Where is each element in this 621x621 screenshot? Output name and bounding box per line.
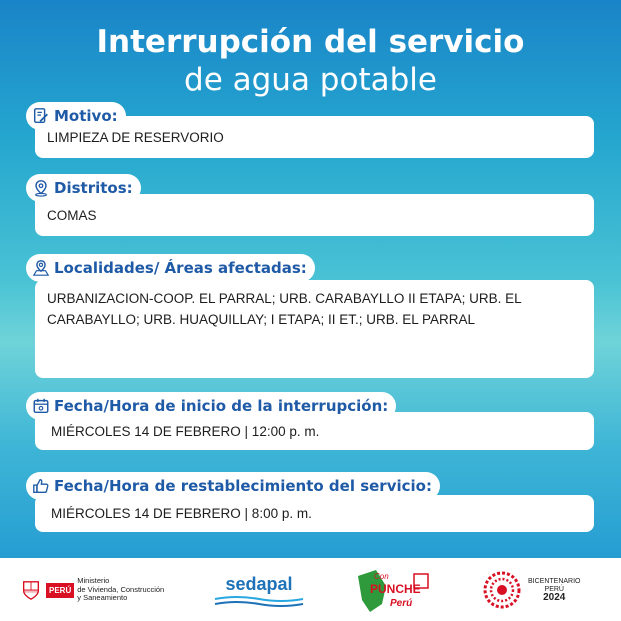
inicio-label-text: Fecha/Hora de inicio de la interrupción: bbox=[54, 397, 389, 415]
con-punche-peru-logo bbox=[352, 564, 434, 616]
bicentenario-emblem-icon bbox=[482, 570, 522, 610]
punche-text: PUNCHE bbox=[370, 582, 421, 596]
localidades-label bbox=[26, 254, 315, 282]
distritos-label bbox=[26, 174, 141, 202]
bicentenario-line-2: PERÚ bbox=[544, 586, 564, 593]
ministry-text bbox=[77, 577, 164, 603]
localidades-value-line1: URBANIZACION-COOP. EL PARRAL; URB. CARABAYLLO II ETAPA; URB. EL bbox=[47, 291, 522, 306]
restablecimiento-label bbox=[26, 472, 440, 500]
bicentenario-text bbox=[528, 578, 581, 602]
motivo-label bbox=[26, 102, 126, 130]
footer-logos bbox=[0, 558, 621, 621]
sedapal-logo bbox=[214, 570, 304, 610]
location-pin-icon bbox=[32, 179, 50, 197]
sedapal-name: sedapal bbox=[225, 573, 293, 594]
calendar-icon bbox=[32, 397, 50, 415]
distritos-label-text: Distritos: bbox=[54, 179, 133, 197]
bicentenario-logo bbox=[482, 570, 581, 610]
thumbs-up-icon bbox=[32, 477, 50, 495]
restablecimiento-box bbox=[35, 495, 594, 532]
distritos-value: COMAS bbox=[47, 207, 97, 223]
peru-coat-of-arms-icon bbox=[20, 579, 42, 601]
area-location-icon bbox=[32, 259, 50, 277]
title-line-2: de agua potable bbox=[184, 62, 437, 98]
sedapal-waves-icon bbox=[214, 595, 304, 607]
restablecimiento-value: MIÉRCOLES 14 DE FEBRERO | 8:00 p. m. bbox=[51, 506, 312, 521]
con-punche-peru-emblem bbox=[352, 564, 434, 616]
motivo-label-text: Motivo: bbox=[54, 107, 118, 125]
motivo-value: LIMPIEZA DE RESERVORIO bbox=[47, 129, 224, 145]
con-text: Con bbox=[374, 572, 389, 581]
inicio-value: MIÉRCOLES 14 DE FEBRERO | 12:00 p. m. bbox=[51, 423, 320, 439]
title-line-1: Interrupción del servicio bbox=[96, 24, 525, 60]
ministry-line-3: y Saneamiento bbox=[77, 593, 128, 603]
ministry-line-1: Ministerio bbox=[77, 576, 110, 586]
ministry-logo bbox=[20, 570, 164, 610]
localidades-value-line2: CARABAYLLO; URB. HUAQUILLAY; I ETAPA; II ET.; URB. EL PARRAL bbox=[47, 312, 475, 327]
peru-text: Perú bbox=[390, 598, 413, 609]
restablecimiento-label-text: Fecha/Hora de restablecimiento del servicio: bbox=[54, 477, 432, 495]
bicentenario-line-1: BICENTENARIO bbox=[528, 578, 581, 585]
localidades-box bbox=[35, 280, 594, 378]
localidades-label-text: Localidades/ Áreas afectadas: bbox=[54, 259, 307, 277]
inicio-label bbox=[26, 392, 396, 420]
ministry-line-2: de Vivienda, Construcción bbox=[77, 584, 165, 594]
edit-document-icon bbox=[32, 107, 50, 125]
bicentenario-year: 2024 bbox=[543, 592, 566, 603]
peru-tag: PERÚ bbox=[46, 583, 74, 598]
